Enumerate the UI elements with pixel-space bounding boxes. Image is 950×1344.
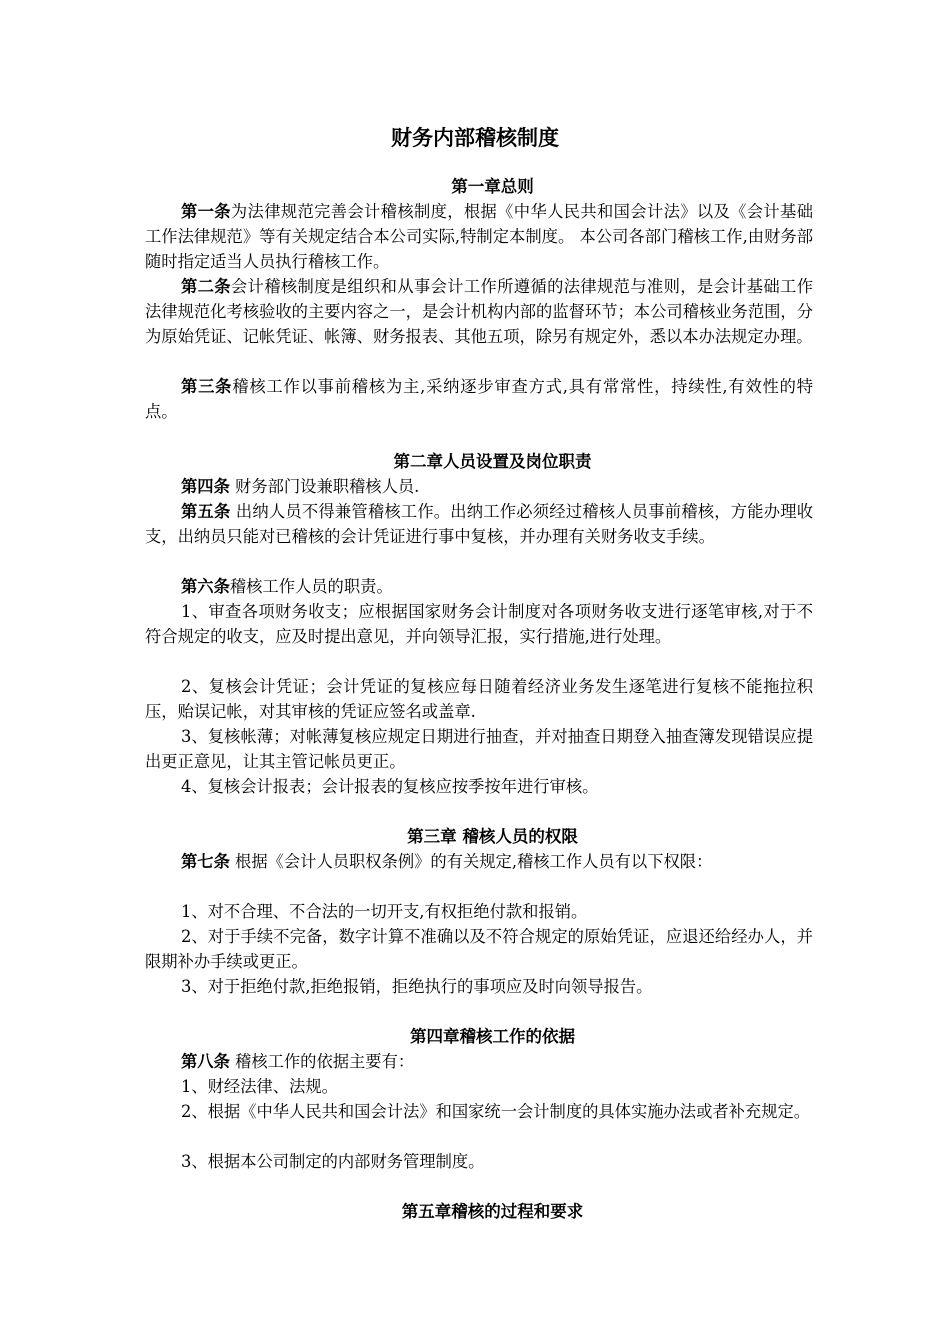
article-1 <box>145 199 813 274</box>
authority-item-1: 1、对不合理、不合法的一切开支,有权拒绝付款和报销。 <box>181 902 588 921</box>
article-6 <box>145 574 813 599</box>
article-1-label: 第一条 <box>181 202 231 221</box>
basis-item-2: 2、根据《中华人民共和国会计法》和国家统一会计制度的具体实施办法或者补充规定。 <box>181 1102 811 1121</box>
article-6-text: 稽核工作人员的职责。 <box>229 577 393 596</box>
duty-item-4: 4、复核会计报表；会计报表的复核应按季按年进行审核。 <box>181 777 599 796</box>
chapter-3-heading: 第三章 稽核人员的权限 <box>407 827 578 846</box>
article-8-label: 第八条 <box>181 1052 230 1071</box>
article-4-label: 第四条 <box>181 477 230 496</box>
article-7-text: 根据《会计人员职权条例》的有关规定,稽核工作人员有以下权限： <box>229 852 713 871</box>
article-4-text: 财务部门设兼职稽核人员. <box>229 477 420 496</box>
chapter-1-heading: 第一章总则 <box>451 177 534 196</box>
article-3-text: 稽核工作以事前稽核为主,采纳逐步审查方式,具有常常性，持续性,有效性的特点。 <box>145 377 813 421</box>
article-4 <box>145 474 813 499</box>
basis-item-3: 3、根据本公司制定的内部财务管理制度。 <box>181 1152 485 1171</box>
chapter-4-heading: 第四章稽核工作的依据 <box>410 1027 575 1046</box>
article-8-text: 稽核工作的依据主要有： <box>229 1052 415 1071</box>
document-title: 财务内部稽核制度 <box>391 125 559 150</box>
article-1-text: 为法律规范完善会计稽核制度，根据《中华人民共和国会计法》以及《会计基础工作法律规范》等有关规定结合本公司实际,特制定本制度。 本公司各部门稽核工作,由财务部随时指定适当人员执行稽核工作。 <box>145 202 813 271</box>
authority-item-3: 3、对于拒绝付款,拒绝报销，拒绝执行的事项应及时向领导报告。 <box>181 977 653 996</box>
article-2-label: 第二条 <box>181 277 231 296</box>
article-7-label: 第七条 <box>181 852 230 871</box>
authority-item-2: 2、对于手续不完备，数字计算不准确以及不符合规定的原始凭证，应退还给经办人，并限期补办手续或更正。 <box>145 927 813 971</box>
article-6-label: 第六条 <box>181 577 230 596</box>
article-5-label: 第五条 <box>181 502 231 521</box>
chapter-5-heading: 第五章稽核的过程和要求 <box>401 1202 584 1221</box>
article-3-label: 第三条 <box>181 377 233 396</box>
chapter-2-heading: 第二章人员设置及岗位职责 <box>393 452 592 471</box>
basis-item-1: 1、财经法律、法规。 <box>181 1077 338 1096</box>
duty-item-2: 2、复核会计凭证；会计凭证的复核应每日随着经济业务发生逐笔进行复核不能拖拉积压，贻误记帐，对其审核的凭证应签名或盖章. <box>145 677 813 721</box>
article-2-text: 会计稽核制度是组织和从事会计工作所遵循的法律规范与准则，是会计基础工作法律规范化考核验收的主要内容之一，是会计机构内部的监督环节；本公司稽核业务范围，分为原始凭证、记帐凭证、帐簿、财务报表、其他五项，除另有规定外，悉以本办法规定办理。 <box>145 277 813 346</box>
article-5-text: 出纳人员不得兼管稽核工作。出纳工作必须经过稽核人员事前稽核，方能办理收支，出纳员只能对已稽核的会计凭证进行事中复核，并办理有关财务收支手续。 <box>145 502 813 546</box>
article-3 <box>145 374 813 424</box>
article-5 <box>145 499 813 549</box>
article-8 <box>145 1049 813 1074</box>
article-2 <box>145 274 813 349</box>
article-7 <box>145 849 813 874</box>
duty-item-1: 1、审查各项财务收支；应根据国家财务会计制度对各项财务收支进行逐笔审核,对于不符合规定的收支，应及时提出意见，并向领导汇报，实行措施,进行处理。 <box>145 602 813 646</box>
duty-item-3: 3、复核帐薄；对帐薄复核应规定日期进行抽查，并对抽查日期登入抽查簿发现错误应提出更正意见，让其主管记帐员更正。 <box>145 727 813 771</box>
